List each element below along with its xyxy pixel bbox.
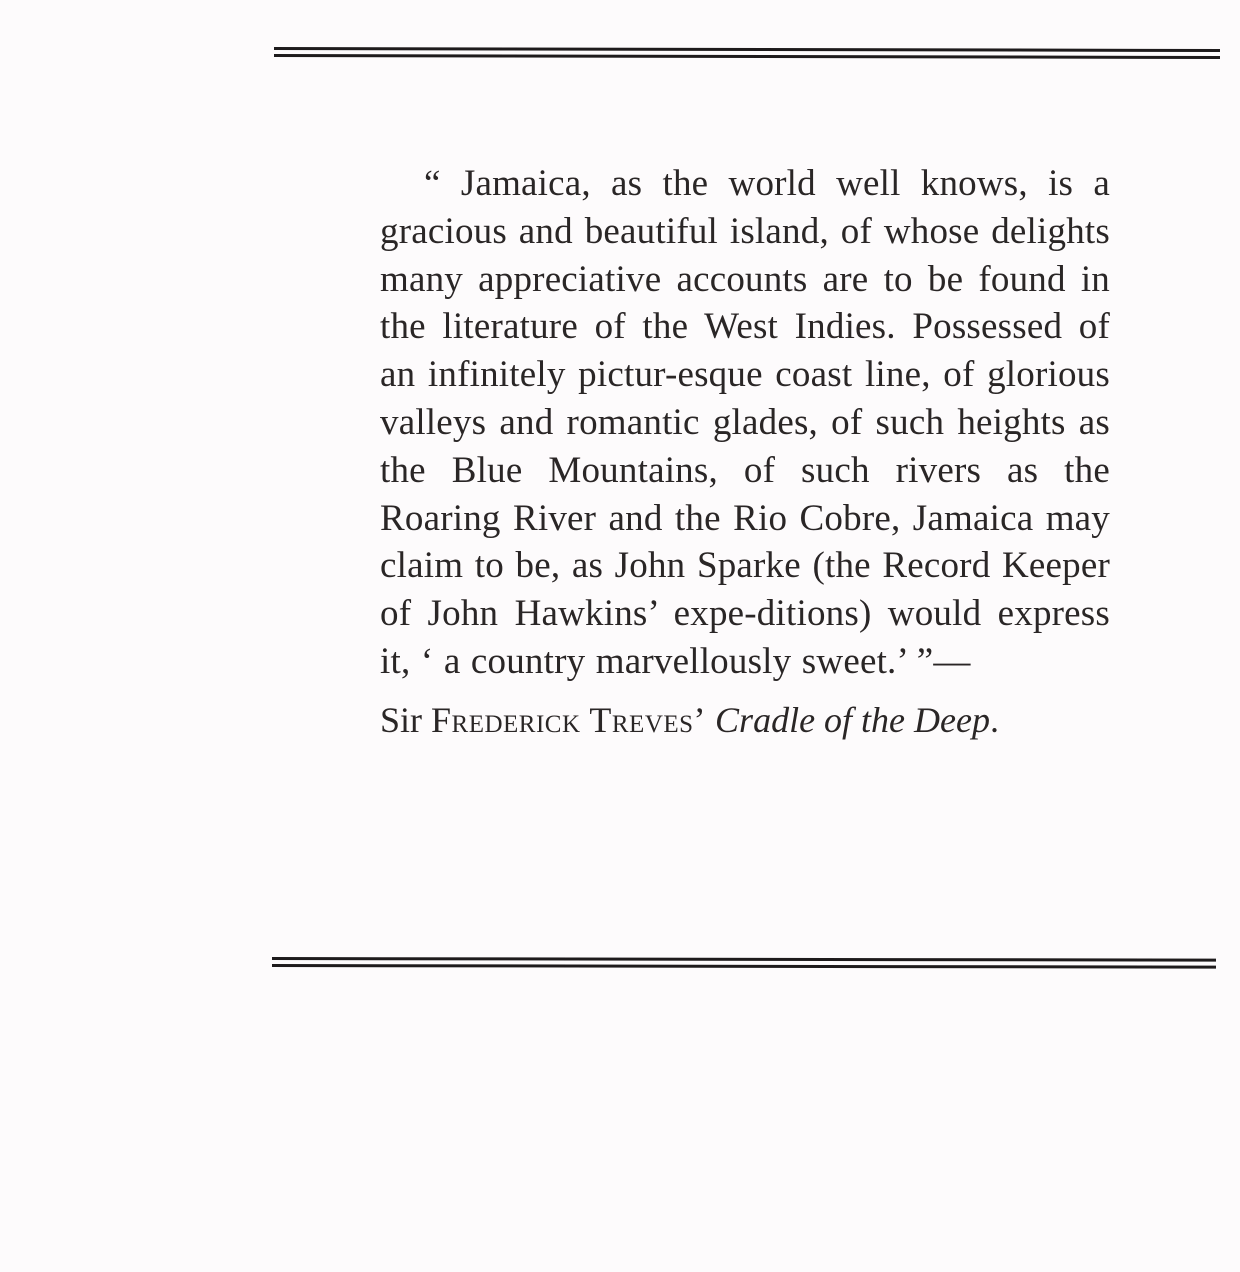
top-double-rule (274, 47, 1220, 59)
attribution (380, 696, 1110, 744)
attribution-work: Cradle of the Deep (715, 699, 990, 740)
attribution-author: Frederick Treves’ (431, 699, 707, 740)
attribution-suffix: . (990, 699, 999, 740)
quote-block (380, 160, 1110, 744)
attribution-prefix: Sir (380, 699, 423, 740)
bottom-double-rule (272, 957, 1216, 969)
quote-text: “ Jamaica, as the world well knows, is a gracious and beautiful island, of whose delights many appreciative accounts are to be found in the literature of the West Indies. Possessed of an infinitely pictur-esque coast line, of glorious valleys and romantic glades, of such heights as the Blue Mountains, of such rivers as the Roaring River and the Rio Cobre, Jamaica may claim to be, as John Sparke (the Record Keeper of John Hawkins’ expe-ditions) would express it, ‘ a country marvellously sweet.’ ”— (380, 163, 1110, 682)
